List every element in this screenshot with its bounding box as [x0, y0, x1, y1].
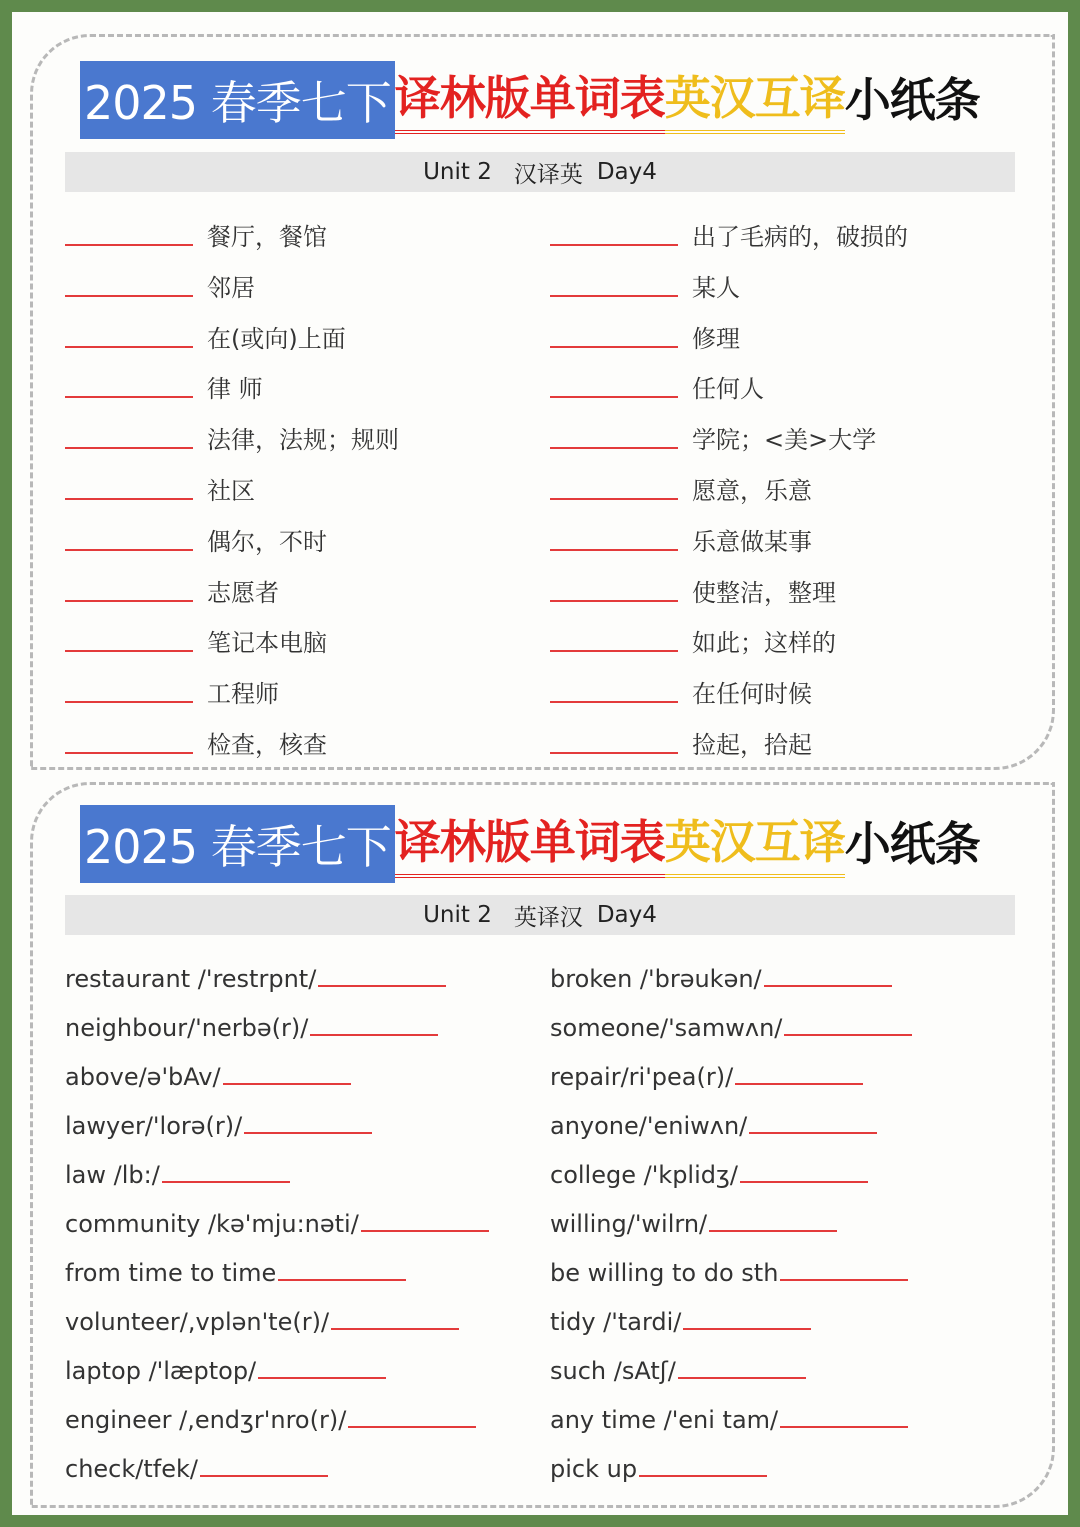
answer-blank[interactable] [784, 1033, 912, 1036]
mode-label: 英译汉 [513, 904, 583, 931]
cn-word-row [550, 212, 908, 252]
answer-blank[interactable] [65, 446, 193, 449]
chinese-word: 餐厅，餐馆 [207, 223, 327, 251]
chinese-word: 任何人 [692, 375, 764, 404]
en-word-row [65, 1394, 476, 1434]
answer-blank[interactable] [639, 1474, 767, 1477]
chinese-word: 如此；这样的 [692, 629, 836, 658]
answer-blank[interactable] [258, 1376, 386, 1379]
chinese-word: 乐意做某事 [692, 527, 812, 556]
cn-word-row [65, 364, 263, 404]
en-word-row [65, 1100, 372, 1140]
en-word-row [550, 1247, 908, 1287]
english-word: tidy /'tardi/ [550, 1308, 682, 1336]
english-word: be willing to do sth [550, 1259, 779, 1287]
title-part-mode: 英汉互译 [665, 66, 845, 134]
answer-blank[interactable] [735, 1082, 863, 1085]
chinese-word: 某人 [692, 273, 740, 302]
english-word: broken /'brəukən/ [550, 965, 762, 993]
answer-blank[interactable] [65, 497, 193, 500]
answer-blank[interactable] [550, 294, 678, 297]
en-word-row [65, 953, 446, 993]
en-word-row [550, 1394, 908, 1434]
card1-title [80, 60, 1020, 140]
en-word-row [550, 1443, 767, 1483]
answer-blank[interactable] [550, 548, 678, 551]
card2-subtitle-bar [65, 895, 1015, 935]
cn-word-row [65, 669, 279, 709]
en-word-row [550, 1100, 877, 1140]
answer-blank[interactable] [65, 599, 193, 602]
answer-blank[interactable] [550, 446, 678, 449]
chinese-word: 修理 [692, 324, 740, 353]
answer-blank[interactable] [550, 700, 678, 703]
en-word-row [550, 1296, 811, 1336]
answer-blank[interactable] [550, 395, 678, 398]
english-word: above/ə'bAv/ [65, 1063, 221, 1091]
english-word: anyone/'eniwʌn/ [550, 1112, 748, 1140]
english-word: volunteer/,vplən'te(r)/ [65, 1308, 330, 1336]
english-word: restaurant /'restrpnt/ [65, 965, 317, 993]
en-word-row [550, 1002, 912, 1042]
answer-blank[interactable] [780, 1278, 908, 1281]
answer-blank[interactable] [65, 751, 193, 754]
answer-blank[interactable] [65, 294, 193, 297]
cn-word-row [550, 364, 764, 404]
unit-label: Unit 2 [423, 159, 492, 185]
chinese-word: 邻居 [207, 273, 255, 302]
chinese-word: 社区 [207, 477, 255, 505]
chinese-word: 志愿者 [207, 578, 279, 607]
answer-blank[interactable] [550, 649, 678, 652]
title-part-mode: 英汉互译 [665, 810, 845, 878]
title-part-textbook: 译林版单词表 [395, 810, 665, 878]
english-word: someone/'samwʌn/ [550, 1014, 783, 1042]
cn-word-row [550, 618, 836, 658]
en-word-row [550, 1149, 868, 1189]
cn-word-row [65, 720, 327, 760]
card2-title [80, 804, 1020, 884]
cn-word-row [550, 720, 812, 760]
day-label: Day4 [596, 159, 657, 185]
answer-blank[interactable] [683, 1327, 811, 1330]
cn-word-row [550, 517, 812, 557]
answer-blank[interactable] [310, 1033, 438, 1036]
answer-blank[interactable] [361, 1229, 489, 1232]
answer-blank[interactable] [749, 1131, 877, 1134]
answer-blank[interactable] [244, 1131, 372, 1134]
answer-blank[interactable] [348, 1425, 476, 1428]
cn-word-row [550, 415, 876, 455]
chinese-word: 使整洁，整理 [692, 578, 836, 607]
cn-word-row [550, 314, 740, 354]
cn-word-row [550, 568, 836, 608]
cn-word-row [65, 212, 327, 252]
en-word-row [65, 1296, 459, 1336]
mode-label: 汉译英 [513, 161, 583, 188]
answer-blank[interactable] [278, 1278, 406, 1281]
answer-blank[interactable] [162, 1180, 290, 1183]
chinese-word: 工程师 [207, 680, 279, 709]
answer-blank[interactable] [223, 1082, 351, 1085]
card1-subtitle-bar [65, 152, 1015, 192]
cn-word-row [65, 517, 327, 557]
answer-blank[interactable] [65, 700, 193, 703]
en-word-row [550, 953, 892, 993]
chinese-word: 笔记本电脑 [207, 629, 327, 658]
english-word: community /kə'mju:nəti/ [65, 1210, 359, 1238]
answer-blank[interactable] [550, 345, 678, 348]
en-word-row [65, 1051, 351, 1091]
answer-blank[interactable] [550, 497, 678, 500]
english-word: such /sAtʃ/ [550, 1357, 676, 1385]
chinese-word: 在(或向)上面 [207, 324, 346, 353]
chinese-word: 律 师 [207, 375, 263, 404]
chinese-word: 捡起，拾起 [692, 731, 812, 759]
chinese-word: 法律，法规；规则 [207, 426, 399, 455]
answer-blank[interactable] [65, 345, 193, 348]
english-word: from time to time [65, 1259, 277, 1287]
answer-blank[interactable] [65, 649, 193, 652]
cn-word-row [65, 415, 399, 455]
cn-word-row [65, 466, 255, 506]
cn-word-row [550, 466, 812, 506]
answer-blank[interactable] [678, 1376, 806, 1379]
answer-blank[interactable] [331, 1327, 459, 1330]
english-word: willing/'wilrn/ [550, 1210, 708, 1238]
answer-blank[interactable] [550, 243, 678, 246]
en-word-row [65, 1443, 328, 1483]
english-word: repair/ri'pea(r)/ [550, 1063, 734, 1091]
cn-word-row [65, 314, 346, 354]
english-word: lawyer/'lorə(r)/ [65, 1112, 243, 1140]
answer-blank[interactable] [780, 1425, 908, 1428]
en-word-row [550, 1345, 806, 1385]
chinese-word: 检查，核查 [207, 731, 327, 759]
chinese-word: 在任何时候 [692, 680, 812, 709]
answer-blank[interactable] [318, 984, 446, 987]
title-part-note: 小纸条 [844, 817, 980, 871]
chinese-word: 出了毛病的，破损的 [692, 223, 908, 251]
unit-label: Unit 2 [423, 902, 492, 928]
answer-blank[interactable] [65, 548, 193, 551]
title-part-textbook: 译林版单词表 [395, 66, 665, 134]
chinese-word: 学院；<美>大学 [692, 426, 877, 455]
answer-blank[interactable] [65, 395, 193, 398]
english-word: check/tfek/ [65, 1455, 198, 1483]
en-word-row [65, 1149, 290, 1189]
en-word-row [65, 1002, 438, 1042]
answer-blank[interactable] [65, 243, 193, 246]
en-word-row [550, 1198, 837, 1238]
english-word: neighbour/'nerbə(r)/ [65, 1014, 309, 1042]
cn-word-row [550, 669, 812, 709]
english-word: college /'kplidʒ/ [550, 1161, 738, 1189]
en-word-row [550, 1051, 863, 1091]
cn-word-row [65, 618, 327, 658]
chinese-word: 偶尔，不时 [207, 527, 327, 556]
answer-blank[interactable] [709, 1229, 837, 1232]
title-part-year: 2025 春季七下 [80, 805, 395, 883]
english-word: law /lb:/ [65, 1161, 160, 1189]
en-word-row [65, 1247, 406, 1287]
answer-blank[interactable] [764, 984, 892, 987]
answer-blank[interactable] [740, 1180, 868, 1183]
english-word: any time /'eni tam/ [550, 1406, 779, 1434]
english-word: engineer /,endʒr'nro(r)/ [65, 1406, 347, 1434]
answer-blank[interactable] [550, 599, 678, 602]
en-word-row [65, 1345, 386, 1385]
cn-word-row [65, 263, 255, 303]
answer-blank[interactable] [200, 1474, 328, 1477]
english-word: pick up [550, 1455, 638, 1483]
title-part-note: 小纸条 [844, 73, 980, 127]
english-word: laptop /'læptop/ [65, 1357, 257, 1385]
cn-word-row [550, 263, 740, 303]
day-label: Day4 [596, 902, 657, 928]
chinese-word: 愿意，乐意 [692, 477, 812, 505]
en-word-row [65, 1198, 489, 1238]
title-part-year: 2025 春季七下 [80, 61, 395, 139]
answer-blank[interactable] [550, 751, 678, 754]
cn-word-row [65, 568, 279, 608]
